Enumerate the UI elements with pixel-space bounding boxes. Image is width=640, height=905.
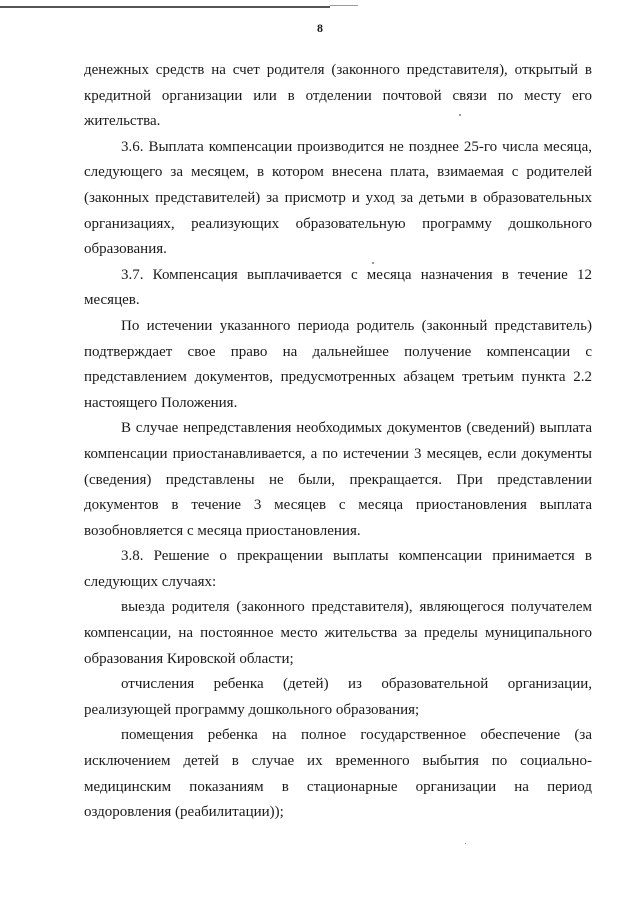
paragraph-period-expiry: По истечении указанного периода родитель (законный представитель) подтверждает свое право на дальнейшее получение компенсации с представлением документов, предусмотренных абзацем третьим пункта 2.2 настоящего Положения. xyxy=(84,317,592,411)
paragraph-case-expulsion: отчисления ребенка (детей) из образовательной организации, реализующей программу дошкольного образования; xyxy=(84,676,592,718)
document-body xyxy=(84,58,592,826)
scan-speck xyxy=(372,262,374,264)
scan-speck xyxy=(459,114,461,116)
paragraph-case-state-care: помещения ребенка на полное государственное обеспечение (за исключением детей в случае их временного выбытия по социально-медицинским показаниям в стационарные организации на период оздоровления (реабилитации)); xyxy=(84,727,592,821)
scan-speck xyxy=(465,843,466,844)
page-number: 8 xyxy=(317,21,323,35)
top-border-line xyxy=(0,6,330,8)
paragraph-3-7: 3.7. Компенсация выплачивается с месяца назначения в течение 12 месяцев. xyxy=(84,266,592,309)
top-border-line-tail xyxy=(330,5,358,6)
paragraph-3-6: 3.6. Выплата компенсации производится не позднее 25-го числа месяца, следующего за месяцем, в котором внесена плата, взимаемая с родителей (законных представителей) за присмотр и уход за детьми в образовательных организациях, реализующих образовательную программу дошкольного образования. xyxy=(84,138,592,258)
paragraph-suspension: В случае непредставления необходимых документов (сведений) выплата компенсации приостанавливается, а по истечении 3 месяцев, если документы (сведения) представлены не были, прекращается. При представлении документов в течение 3 месяцев с месяца приостановления выплата возобновляется с месяца приостановления. xyxy=(84,420,592,539)
paragraph-3-8: 3.8. Решение о прекращении выплаты компенсации принимается в следующих случаях: xyxy=(84,548,592,590)
paragraph-case-relocation: выезда родителя (законного представителя), являющегося получателем компенсации, на постоянное место жительства за пределы муниципального образования Кировской области; xyxy=(84,599,592,667)
paragraph-continuation: денежных средств на счет родителя (законного представителя), открытый в кредитной организации или в отделении почтовой связи по месту его жительства. xyxy=(84,62,592,130)
